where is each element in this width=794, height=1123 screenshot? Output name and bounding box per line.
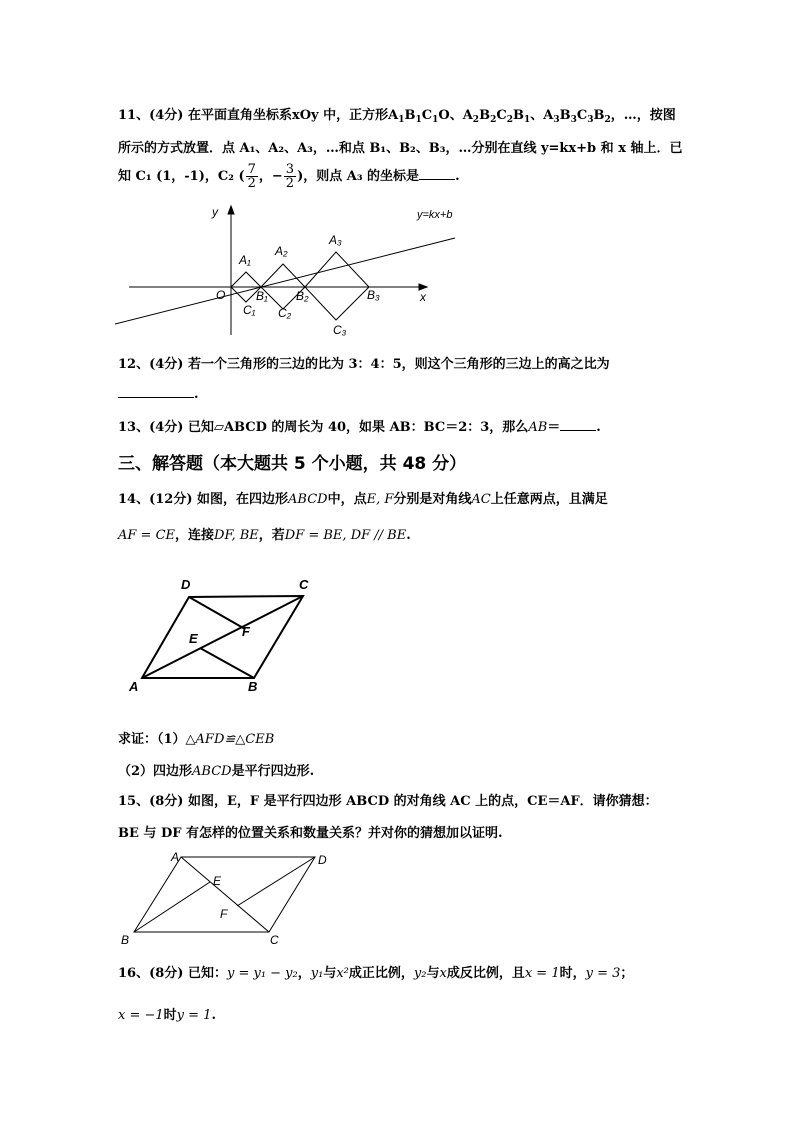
- segment-df: [189, 597, 245, 629]
- label-B: B: [121, 933, 130, 947]
- figure-parallelogram-q15: [115, 845, 345, 947]
- q11-line1: 11、(4分) 在平面直角坐标系xOy 中，正方形$A_1B_1C_1O$、$A_2B_2C_2B_1$、$A_3B_3C_3B_2$，…，按图: [118, 108, 676, 125]
- label-D: D: [181, 577, 191, 592]
- x-axis-label: x: [420, 290, 426, 304]
- q12-line1: 12、(4分) 若一个三角形的三边的比为 3：4：5，则这个三角形的三边上的高之比为: [118, 357, 610, 372]
- label-A: A: [171, 850, 180, 864]
- q16-line1: 16、(8分) 已知：y = y₁ − y₂，y₁与x²成正比例，y₂与x成反比例，且x = 1时，y = 3；: [118, 966, 634, 981]
- label-A2: A₂: [275, 244, 288, 258]
- label-B2: B₂: [296, 289, 309, 303]
- label-A: A: [129, 679, 139, 694]
- label-B3: B₃: [367, 288, 380, 302]
- q13-line1: 13、(4分) 已知▱ABCD 的周长为 40，如果 AB：BC＝2：3，那么AB＝ .: [118, 420, 601, 435]
- label-B1: B₁: [256, 289, 268, 303]
- section-title-3: 三、解答题（本大题共 5 个小题，共 48 分）: [118, 454, 467, 474]
- line-label: y=kx+b: [417, 209, 453, 221]
- segment-be: [134, 882, 210, 932]
- label-C3: C₃: [333, 323, 347, 337]
- q11-line2: 所示的方式放置．点 A₁、A₂、A₃，…和点 B₁、B₂、B₃，…分别在直线 y=kx+b 和 x 轴上．已: [118, 141, 683, 156]
- figure-coordinate-squares: [115, 200, 475, 340]
- q15-line2: BE 与 DF 有怎样的位置关系和数量关系？并对你的猜想加以证明.: [118, 826, 503, 841]
- answer-blank-q12[interactable]: [118, 385, 194, 398]
- label-C: C: [299, 577, 309, 592]
- origin-label: O: [216, 288, 226, 302]
- figure-quadrilateral-q14: [125, 572, 325, 697]
- label-A3: A₃: [329, 233, 342, 247]
- fraction-3-2: $\frac{3}{2}$: [285, 162, 295, 191]
- q14-line2: AF = CE，连接DF, BE，若DF = BE, DF // BE.: [118, 528, 411, 543]
- answer-blank-q13[interactable]: [560, 418, 596, 431]
- answer-blank-q11[interactable]: [419, 167, 455, 180]
- q15-line1: 15、(8分) 如图，E，F 是平行四边形 ABCD 的对角线 AC 上的点，CE＝AF．请你猜想：: [118, 794, 658, 809]
- label-C2: C₂: [278, 306, 292, 320]
- label-E: E: [213, 874, 222, 888]
- label-F: F: [242, 624, 250, 639]
- q14-line1: 14、(12分) 如图，在四边形ABCD中，点E, F分别是对角线AC上任意两点，且满足: [118, 492, 608, 507]
- label-B: B: [248, 679, 258, 694]
- label-D: D: [318, 853, 327, 867]
- fraction-7-2: $\frac{7}{2}$: [247, 162, 256, 191]
- segment-be: [200, 648, 254, 678]
- y-axis-label: y: [212, 205, 218, 219]
- label-C: C: [270, 933, 279, 947]
- label-F: F: [220, 907, 228, 921]
- y-axis-arrow: [228, 206, 234, 214]
- label-C1: C₁: [243, 303, 256, 317]
- segment-df: [237, 857, 315, 906]
- q14-proof-1: 求证：（1）△AFD≌△CEB: [118, 732, 275, 747]
- label-A1: A₁: [239, 253, 251, 267]
- q16-line2: x = −1时y = 1.: [118, 1008, 216, 1023]
- q12-line2: .: [118, 385, 199, 402]
- label-E: E: [189, 631, 198, 646]
- q11-line3: 知 C₁ (1，-1)，C₂ ( $\frac{7}{2}$ ，− $\frac{3}{2}$ )，则点 A₃ 的坐标是 .: [118, 162, 460, 191]
- q14-proof-2: （2）四边形ABCD是平行四边形.: [118, 764, 315, 779]
